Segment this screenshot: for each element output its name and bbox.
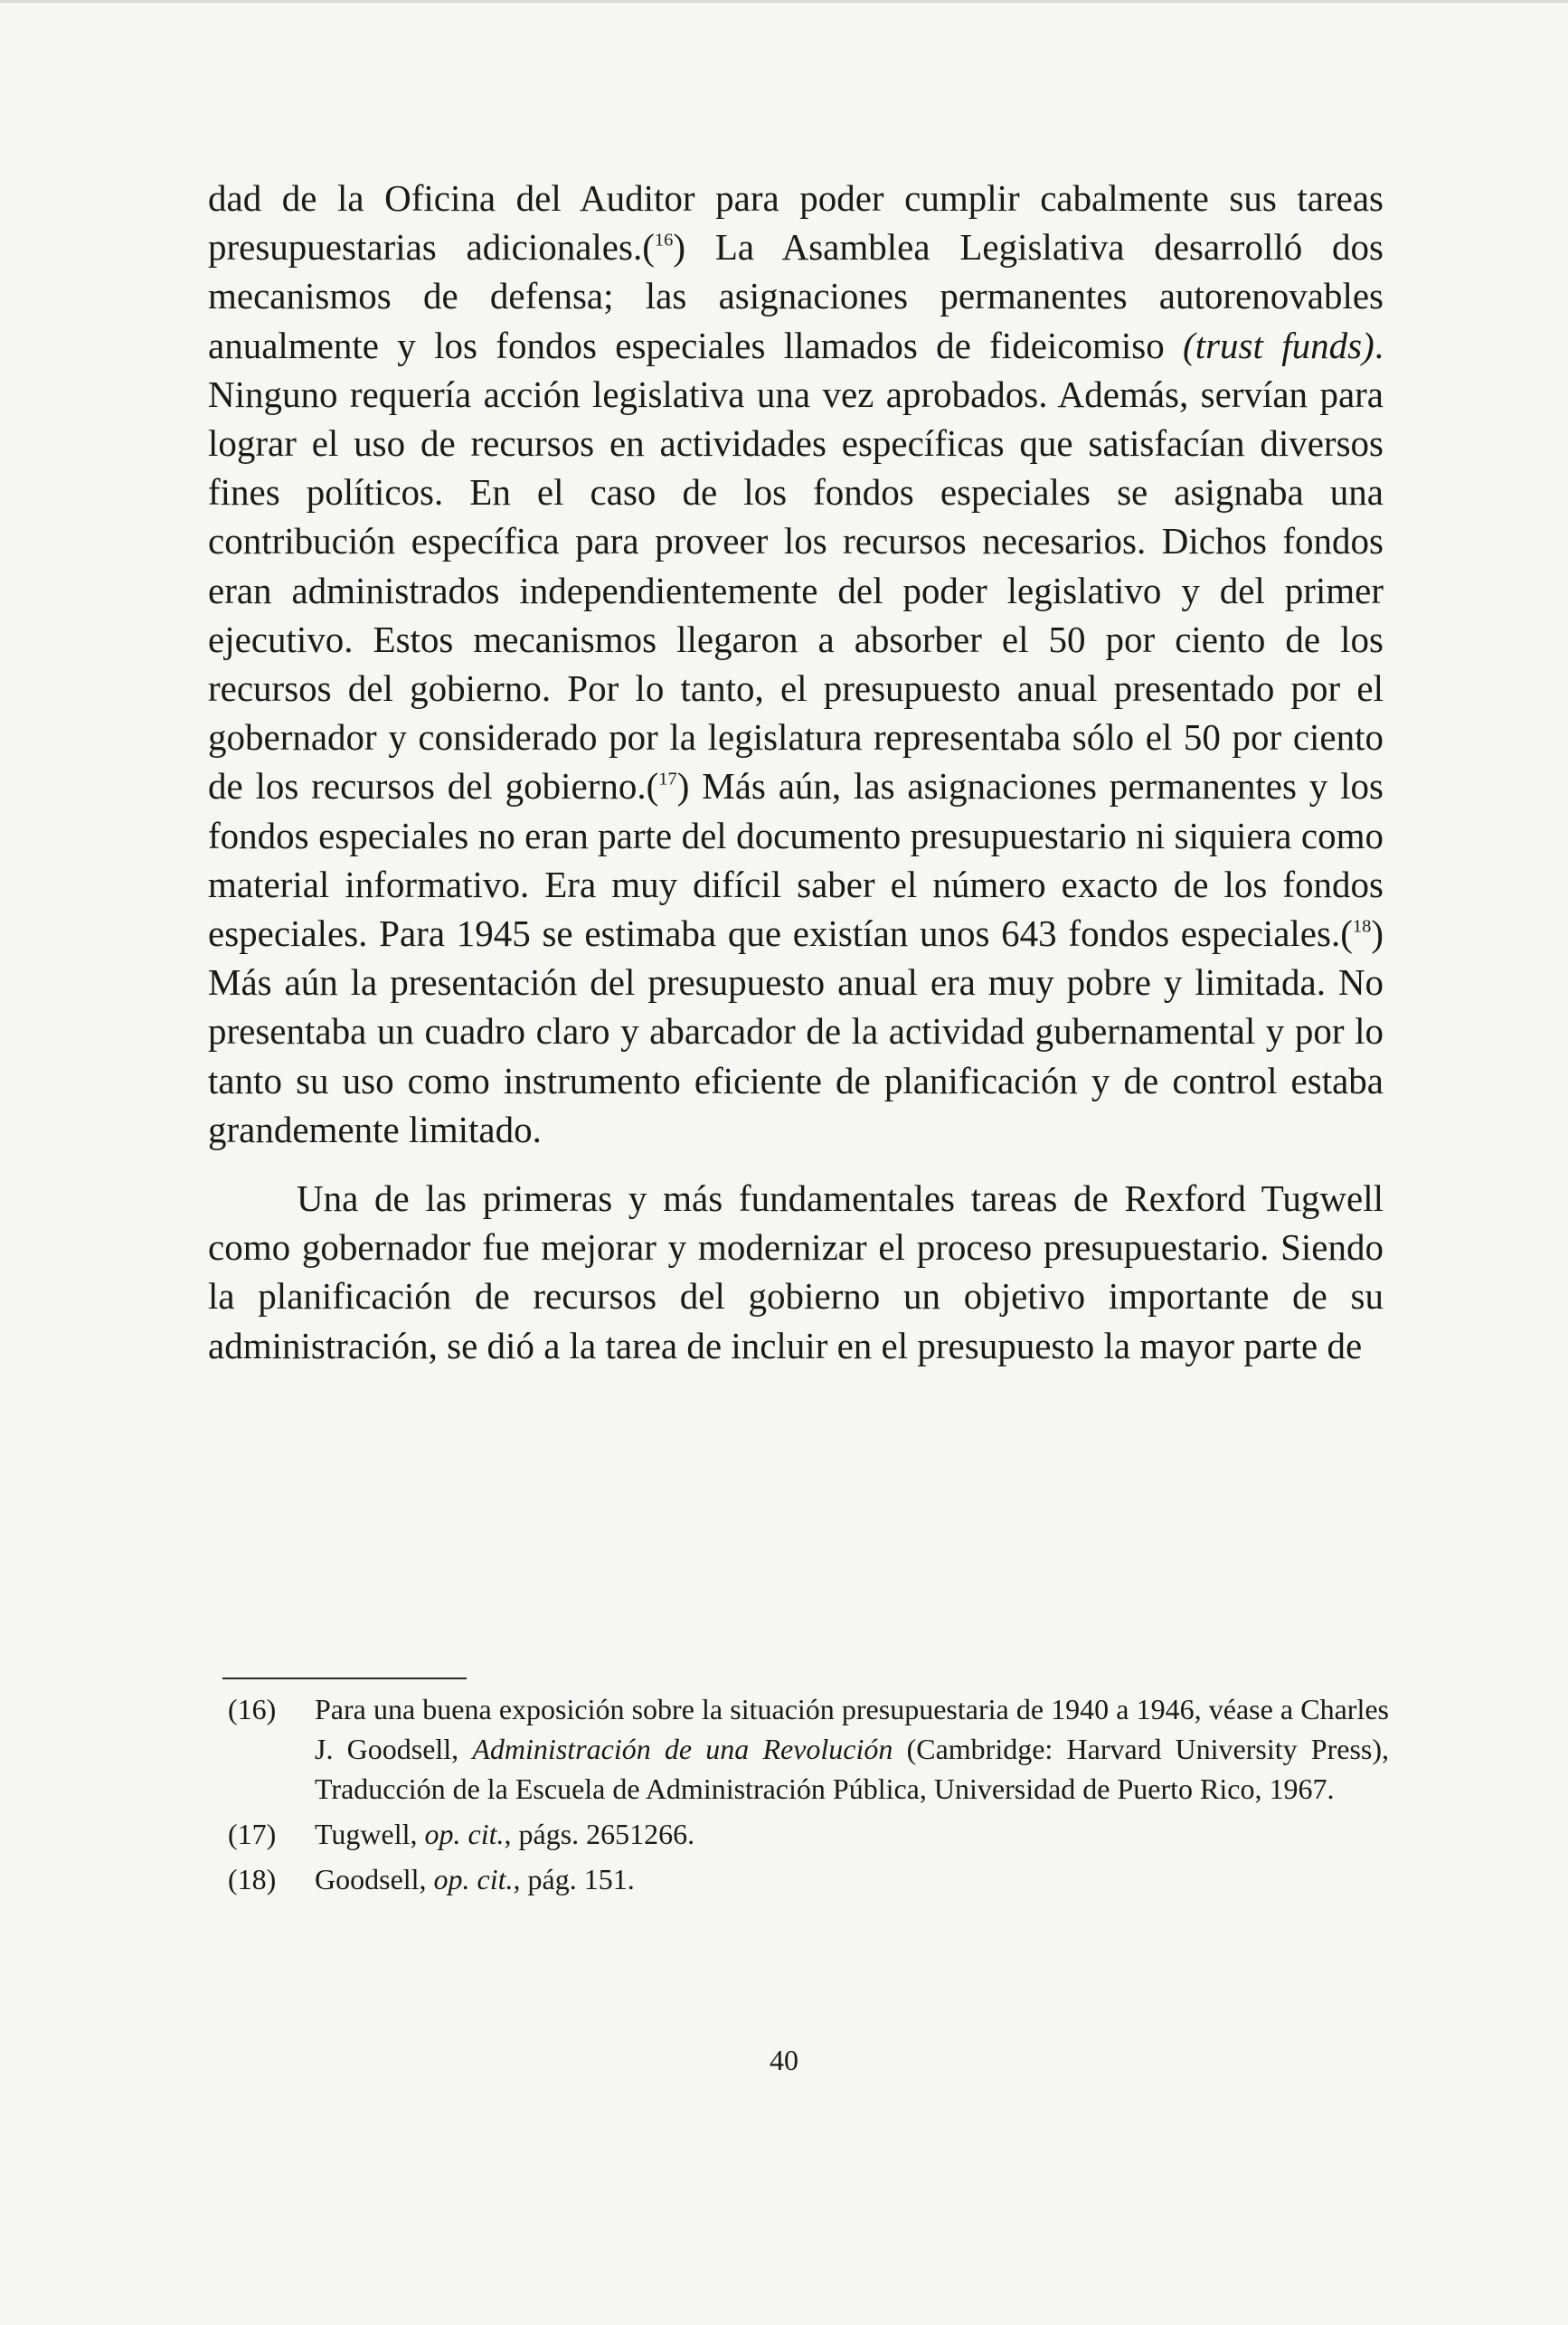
- footnote: [228, 1689, 1389, 1809]
- text-run: dad de la Oficina del Auditor para poder cumplir cabalmente sus tareas presupuestarias adicionales.(: [208, 177, 1384, 269]
- text-run: Una de las primeras y más fundamentales tareas de Rexford Tugwell como gobernador fue mejorar y modernizar el proceso presupuestario. Siendo la planificación de recursos del gobierno un objetivo importante de su administración, se dió a la tarea de incluir en el presupuesto la mayor parte de: [208, 1177, 1384, 1366]
- text-run: , págs. 2651266.: [504, 1818, 695, 1850]
- text-run: Tugwell,: [315, 1818, 425, 1850]
- text-run: Para una buena exposición sobre la situación presupuestaria de 1940 a 1946, véase a Charles J. Goodsell,: [315, 1693, 1389, 1765]
- footnote-reference: 16: [654, 230, 674, 250]
- text-run: ) Más aún la presentación del presupuesto anual era muy pobre y limitada. No presentaba un cuadro claro y abarcador de la actividad gubernamental y por lo tanto su uso como instrumento eficiente de planificación y de control estaba grandemente limitado.: [208, 912, 1384, 1150]
- footnote-number: (16): [228, 1693, 277, 1725]
- italic-text: op. cit.: [433, 1863, 514, 1895]
- footnote-number: (17): [228, 1818, 277, 1850]
- body-text: [208, 174, 1384, 1370]
- italic-text: Administración de una Revolución: [472, 1733, 893, 1765]
- footnotes: [228, 1689, 1389, 1904]
- text-run: (Cambridge: Harvard University Press), Traducción de la Escuela de Administración Pública, Universidad de Puerto Rico, 1967.: [315, 1733, 1390, 1805]
- page-top-edge: [0, 0, 1568, 3]
- page-number: 40: [770, 2044, 798, 2076]
- text-run: ) La Asamblea Legislativa desarrolló dos mecanismos de defensa; las asignaciones permanentes autorenovables anualmente y los fondos especiales llamados de fideicomiso: [208, 226, 1384, 366]
- footnote: [228, 1859, 1389, 1899]
- text-run: ) Más aún, las asignaciones permanentes y los fondos especiales no eran parte del documento presupuestario ni siquiera como material informativo. Era muy difícil saber el número exacto de los fondos especiales. Para 1945 se estimaba que existían unos 643 fondos especiales.(: [208, 765, 1384, 955]
- footnote-text: [315, 1689, 1389, 1809]
- footnote-divider: [222, 1678, 467, 1679]
- italic-text: (trust funds): [1183, 324, 1374, 366]
- paragraph: [208, 174, 1384, 1154]
- footnote: [228, 1814, 1389, 1854]
- footnote-number: (18): [228, 1863, 277, 1895]
- footnote-text: [315, 1814, 1389, 1854]
- text-run: , pág. 151.: [513, 1863, 635, 1895]
- italic-text: op. cit.: [424, 1818, 505, 1850]
- text-run: Goodsell,: [315, 1863, 434, 1895]
- text-run: . Ninguno requería acción legislativa una vez aprobados. Además, servían para lograr el uso de recursos en actividades específicas que satisfacían diversos fines políticos. En el caso de los fondos especiales se asignaba una contribución específica para proveer los recursos necesarios. Dichos fondos eran administrados independientemente del poder legislativo y del primer ejecutivo. Estos mecanismos llegaron a absorber el 50 por ciento de los recursos del gobierno. Por lo tanto, el presupuesto anual presentado por el gobernador y considerado por la legislatura representaba sólo el 50 por ciento de los recursos del gobierno.(: [208, 324, 1384, 808]
- paragraph: [208, 1174, 1384, 1370]
- footnote-reference: 17: [658, 770, 677, 790]
- footnote-text: [315, 1859, 1389, 1899]
- footnote-reference: 18: [1352, 916, 1372, 937]
